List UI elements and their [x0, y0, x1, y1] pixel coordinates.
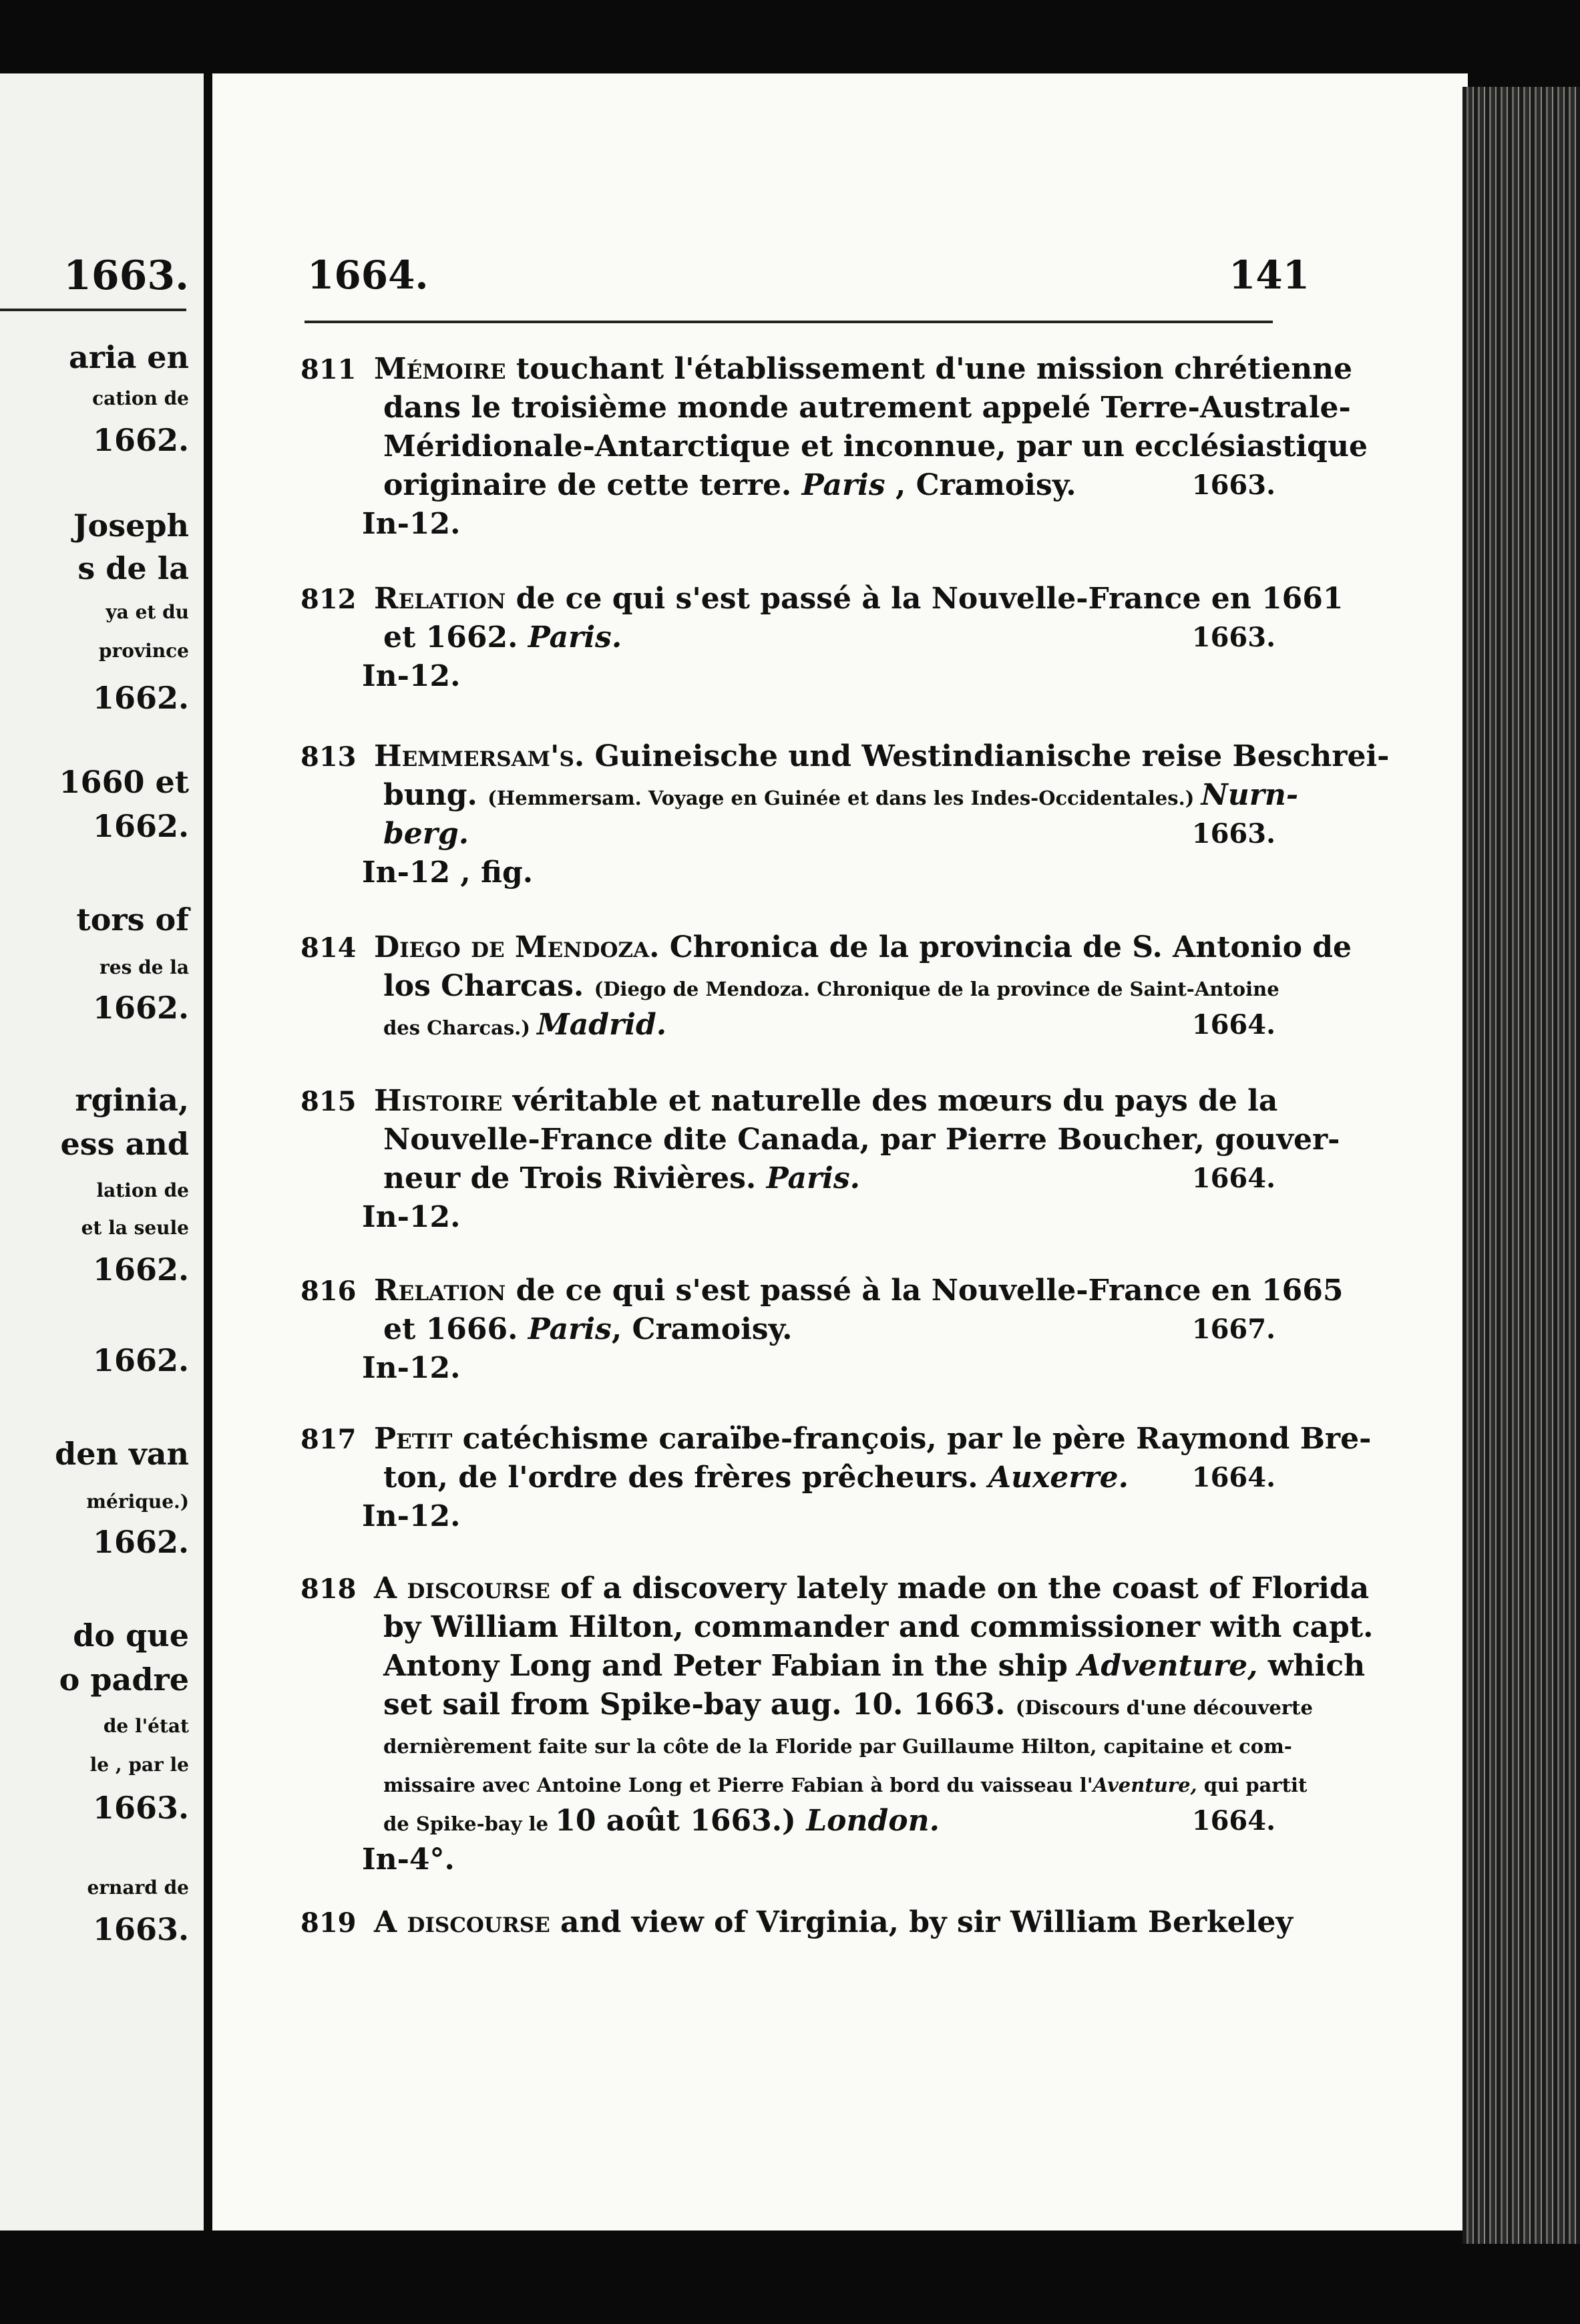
- entry-year: 1664.: [1191, 1805, 1275, 1836]
- entry-text-part: de Spike-bay le: [383, 1812, 556, 1835]
- entry-text: [301, 1905, 1293, 1939]
- entry-number: 815: [301, 1086, 357, 1117]
- entry-text-part: London.: [806, 1804, 940, 1838]
- entry-text: [301, 1274, 1344, 1308]
- entry-813: [301, 737, 1390, 892]
- entry-year: 1663.: [1191, 469, 1275, 501]
- entry-text-part: missaire avec Antoine Long et Pierre Fabian à bord du vaisseau l': [383, 1774, 1093, 1796]
- entry-number: 812: [301, 584, 357, 615]
- entry-text: [301, 1422, 1371, 1456]
- entry-line: [301, 1497, 1275, 1536]
- facing-page-line: lation de: [96, 1179, 189, 1201]
- entry-line: [301, 1198, 1275, 1237]
- entry-text: [362, 507, 460, 541]
- entry-text: [383, 429, 1368, 463]
- page-edges: [1462, 87, 1580, 2244]
- entry-text-part: véritable et naturelle des mœurs du pays de la: [502, 1084, 1278, 1118]
- facing-page-line: cation de: [92, 387, 189, 409]
- header-rule: [305, 321, 1273, 323]
- entry-text-part: (Diego de Mendoza. Chronique de la province de Saint-Antoine: [594, 978, 1279, 1000]
- entry-text-part: (Discours d'une découverte: [1015, 1696, 1313, 1719]
- entry-text-part: Paris: [801, 468, 885, 502]
- entry-text-part: by William Hilton, commander and commissioner with capt.: [383, 1610, 1374, 1644]
- entry-line: [301, 350, 1353, 389]
- entry-line: [301, 1349, 1275, 1388]
- entry-text-part: of a discovery lately made on the coast of Florida: [550, 1571, 1370, 1605]
- facing-page-line: o padre: [59, 1662, 189, 1698]
- facing-page-rule: [0, 309, 186, 311]
- entry-text-part: In-12.: [362, 1499, 461, 1533]
- entry-text-part: set sail from Spike-bay aug. 10. 1663.: [383, 1688, 1016, 1722]
- entry-number: 816: [301, 1276, 357, 1307]
- entry-text: [362, 1499, 460, 1533]
- entry-text-part: Auxerre.: [988, 1461, 1129, 1495]
- facing-page-line: do que: [73, 1617, 189, 1654]
- facing-page-line: ess and: [60, 1126, 189, 1162]
- entry-line: [301, 1686, 1313, 1724]
- entry-text-part: Aventure,: [1093, 1774, 1197, 1796]
- entry-text-part: 10 août 1663.): [555, 1804, 807, 1838]
- entry-line: [301, 776, 1299, 815]
- entry-text: [383, 1802, 940, 1841]
- entry-text-part: (Hemmersam. Voyage en Guinée et dans les Indes-Occidentales.): [487, 787, 1201, 809]
- facing-page-line: et la seule: [81, 1217, 189, 1239]
- facing-page-line: ernard de: [87, 1877, 189, 1899]
- entry-text-part: Paris.: [528, 620, 622, 654]
- entry-text: [301, 1571, 1369, 1605]
- entry-number: 811: [301, 354, 357, 385]
- facing-page-line: 1662.: [92, 808, 189, 844]
- entry-text-part: Méridionale-Antarctique et inconnue, par un ecclésiastique: [383, 429, 1368, 463]
- entry-text: [301, 930, 1352, 964]
- facing-page-line: Joseph: [73, 508, 189, 544]
- entry-text-part: In-12 , fig.: [362, 855, 534, 890]
- entry-text-part: Hemmersam's.: [374, 739, 585, 773]
- entry-line: [301, 967, 1279, 1006]
- facing-page-line: s de la: [77, 550, 189, 586]
- facing-page-line: 1662.: [92, 422, 189, 458]
- entry-year: 1663.: [1191, 622, 1275, 653]
- entry-line: [301, 427, 1368, 466]
- running-head-year: 1664.: [307, 252, 429, 298]
- entry-line: [301, 1272, 1344, 1310]
- entry-text-part: A: [374, 1571, 407, 1605]
- entry-year: 1664.: [1191, 1163, 1275, 1194]
- entry-text-part: Nouvelle-France dite Canada, par Pierre Boucher, gouver-: [383, 1123, 1340, 1157]
- entry-text: [383, 1459, 1129, 1497]
- entry-text-part: et 1666.: [383, 1312, 528, 1346]
- entry-817: [301, 1420, 1372, 1536]
- entry-year: 1663.: [1191, 818, 1275, 849]
- entry-text-part: Paris: [528, 1312, 612, 1346]
- facing-page-line: res de la: [100, 956, 189, 978]
- entry-line: [301, 657, 1275, 696]
- entry-text: [383, 815, 469, 853]
- entry-line: [301, 1841, 1275, 1879]
- facing-page-line: de l'état: [103, 1715, 189, 1737]
- entry-year: 1664.: [1191, 1009, 1275, 1040]
- facing-page-line: 1662.: [92, 990, 189, 1026]
- entry-text-part: Mémoire: [374, 352, 506, 386]
- entry-text-part: Histoire: [374, 1084, 503, 1118]
- entry-text-part: catéchisme caraïbe-françois, par le père Raymond Bre-: [452, 1422, 1372, 1456]
- facing-page-line: mérique.): [86, 1491, 189, 1513]
- entry-line: [301, 815, 1275, 853]
- facing-page-line: province: [98, 640, 189, 662]
- entry-number: 817: [301, 1424, 357, 1455]
- entry-text: [383, 1006, 666, 1044]
- facing-page-line: 1662.: [92, 1524, 189, 1560]
- entry-year: 1667.: [1191, 1314, 1275, 1345]
- entry-text: [301, 352, 1352, 386]
- entry-text-part: neur de Trois Rivières.: [383, 1161, 767, 1195]
- entry-text-part: and view of Virginia, by sir William Berkeley: [550, 1905, 1293, 1939]
- entry-text-part: ton, de l'ordre des frères prêcheurs.: [383, 1461, 988, 1495]
- entry-text: [383, 1726, 1292, 1760]
- entry-line: [301, 1763, 1308, 1802]
- entry-line: [301, 1006, 1275, 1044]
- entry-number: 813: [301, 741, 357, 773]
- entry-text: [362, 1843, 455, 1877]
- entry-816: [301, 1272, 1344, 1388]
- entry-number: 819: [301, 1907, 357, 1939]
- entry-text-part: In-12.: [362, 507, 461, 541]
- entry-line: [301, 853, 1275, 892]
- entry-text-part: discourse: [407, 1571, 550, 1605]
- entry-text-part: Diego de Mendoza.: [374, 930, 660, 964]
- entry-text: [383, 1649, 1365, 1683]
- entry-text-part: Adventure,: [1078, 1649, 1258, 1683]
- entry-text: [383, 618, 622, 657]
- facing-page-fragment: [0, 73, 204, 2231]
- facing-page-line: 1662.: [92, 680, 189, 716]
- entry-text: [362, 659, 460, 693]
- facing-page-line: 1662.: [92, 1342, 189, 1378]
- entry-text-part: discourse: [407, 1905, 550, 1939]
- entry-text: [301, 1084, 1277, 1118]
- entry-line: [301, 1310, 1275, 1349]
- entry-text-part: Antony Long and Peter Fabian in the ship: [383, 1649, 1078, 1683]
- facing-page-line: 1663.: [92, 1790, 189, 1826]
- entry-number: 814: [301, 932, 357, 964]
- facing-page-line: aria en: [68, 339, 189, 375]
- entry-text-part: qui partit: [1197, 1774, 1308, 1796]
- entry-year: 1664.: [1191, 1462, 1275, 1493]
- entry-815: [301, 1082, 1340, 1237]
- entry-text: [383, 969, 1279, 1003]
- entry-text-part: A: [374, 1905, 407, 1939]
- facing-page-line: rginia,: [75, 1082, 189, 1118]
- facing-page-line: den van: [55, 1436, 189, 1472]
- entry-text-part: Madrid.: [537, 1008, 667, 1042]
- entry-text-part: bung.: [383, 778, 488, 812]
- facing-page-line: le , par le: [89, 1754, 189, 1776]
- entry-line: [301, 1082, 1278, 1121]
- entry-812: [301, 580, 1344, 696]
- entry-line: [301, 1569, 1370, 1608]
- entry-text: [383, 466, 1076, 505]
- entry-line: [301, 737, 1390, 776]
- entry-line: [301, 505, 1275, 544]
- entry-811: [301, 350, 1368, 544]
- entry-text-part: In-12.: [362, 1200, 461, 1234]
- entry-text: [383, 778, 1298, 812]
- entry-line: [301, 1608, 1374, 1647]
- entry-line: [301, 928, 1352, 967]
- entry-text: [383, 1610, 1373, 1644]
- entry-814: [301, 928, 1352, 1044]
- entry-line: [301, 1159, 1275, 1198]
- entry-text-part: originaire de cette terre.: [383, 468, 802, 502]
- entry-text-part: dans le troisième monde autrement appelé Terre-Australe-: [383, 391, 1351, 425]
- entry-line: [301, 1903, 1293, 1942]
- facing-page-line: 1663.: [92, 1911, 189, 1947]
- entry-text-part: des Charcas.): [383, 1016, 538, 1039]
- entry-text: [383, 1123, 1340, 1157]
- entry-text: [301, 582, 1344, 616]
- entry-text: [362, 1351, 460, 1385]
- entry-text-part: de ce qui s'est passé à la Nouvelle-France en 1661: [506, 582, 1344, 616]
- entry-text-part: which: [1257, 1649, 1366, 1683]
- entry-text-part: dernièrement faite sur la côte de la Floride par Guillaume Hilton, capitaine et com-: [383, 1735, 1292, 1758]
- entry-text: [301, 739, 1389, 773]
- entry-text-part: Nurn-: [1201, 778, 1299, 812]
- entry-text-part: touchant l'établissement d'une mission chrétienne: [506, 352, 1353, 386]
- entry-text-part: In-12.: [362, 1351, 461, 1385]
- entry-line: [301, 389, 1351, 427]
- entry-line: [301, 580, 1344, 618]
- page-number: 141: [1229, 252, 1310, 298]
- entry-text-part: Petit: [374, 1422, 453, 1456]
- entry-text: [383, 1159, 860, 1198]
- entry-text-part: Relation: [374, 582, 506, 616]
- entry-text: [362, 855, 533, 890]
- facing-page-line: ya et du: [106, 601, 189, 623]
- entry-text-part: In-4°.: [362, 1843, 455, 1877]
- entry-line: [301, 466, 1275, 505]
- entry-text-part: los Charcas.: [383, 969, 594, 1003]
- entry-line: [301, 1420, 1372, 1459]
- entry-text-part: berg.: [383, 817, 469, 851]
- entry-line: [301, 618, 1275, 657]
- entry-text: [383, 1765, 1307, 1799]
- facing-page-line: 1662.: [92, 1251, 189, 1288]
- entry-line: [301, 1802, 1275, 1841]
- entry-line: [301, 1647, 1366, 1686]
- entry-text-part: , Cramoisy.: [885, 468, 1076, 502]
- entry-text-part: In-12.: [362, 659, 461, 693]
- entry-text: [383, 1310, 792, 1349]
- entry-text-part: , Cramoisy.: [611, 1312, 793, 1346]
- entry-text-part: de ce qui s'est passé à la Nouvelle-France en 1665: [506, 1274, 1344, 1308]
- facing-page-year: 1663.: [63, 252, 189, 299]
- entry-line: [301, 1121, 1340, 1159]
- entry-text-part: Relation: [374, 1274, 506, 1308]
- entry-818: [301, 1569, 1374, 1879]
- facing-page-line: tors of: [76, 902, 189, 938]
- entry-number: 818: [301, 1573, 357, 1605]
- entry-text-part: Chronica de la provincia de S. Antonio de: [659, 930, 1352, 964]
- entry-text-part: Paris.: [766, 1161, 860, 1195]
- entry-line: [301, 1459, 1275, 1497]
- entry-819: [301, 1903, 1293, 1942]
- entry-text-part: Guineische und Westindianische reise Beschrei-: [584, 739, 1390, 773]
- facing-page-line: 1660 et: [59, 764, 189, 800]
- entry-text-part: et 1662.: [383, 620, 528, 654]
- entry-line: [301, 1724, 1292, 1763]
- entry-text: [362, 1200, 460, 1234]
- entry-text: [383, 1688, 1313, 1722]
- entry-text: [383, 391, 1351, 425]
